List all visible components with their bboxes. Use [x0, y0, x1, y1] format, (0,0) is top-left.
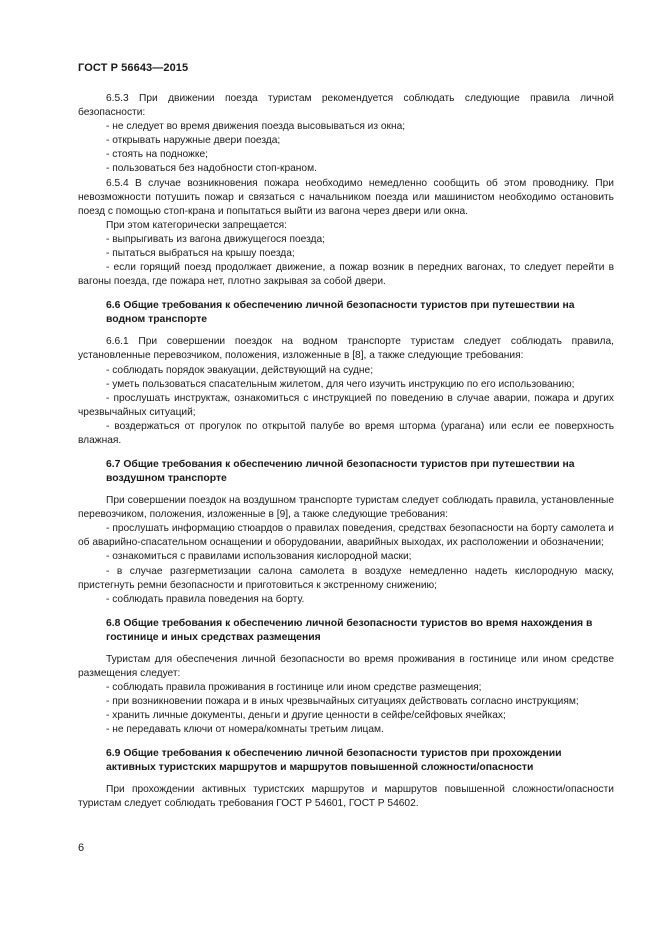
list-item: - не передавать ключи от номера/комнаты третьим лицам. [106, 724, 384, 736]
list-item: - воздержаться от прогулок по открытой палубе во время шторма (урагана) или если ее поверхность влажная. [78, 420, 614, 446]
section-heading: 6.6 Общие требования к обеспечению личной безопасности туристов при путешествии на водном транспорте [106, 300, 575, 326]
list-item: - ознакомиться с правилами использования кислородной маски; [106, 551, 412, 563]
list-item: - уметь пользоваться спасательным жилетом, для чего изучить инструкцию по его использованию; [106, 378, 575, 390]
paragraph: 6.6.1 При совершении поездок на водном транспорте туристам следует соблюдать правила, установленные перевозчиком, положения, изложенные в [8], а также следующие требования: [78, 336, 614, 362]
list-item: - пытаться выбраться на крышу поезда; [106, 248, 295, 260]
document-body [78, 92, 614, 812]
section-heading: 6.8 Общие требования к обеспечению личной безопасности туристов во время нахождения в гостинице и иных средствах размещения [106, 617, 593, 643]
paragraph: При этом категорически запрещается: [106, 219, 287, 231]
list-item: - открывать наружные двери поезда; [106, 135, 281, 147]
paragraph: При прохождении активных туристских маршрутов и маршрутов повышенной сложности/опасности туристам следует соблюдать требования ГОСТ Р 54601, ГОСТ Р 54602. [78, 784, 614, 810]
section-heading: 6.7 Общие требования к обеспечению личной безопасности туристов при путешествии на воздушном транспорте [106, 459, 575, 485]
page-number: 6 [78, 842, 85, 854]
document-header: ГОСТ Р 56643—2015 [78, 62, 189, 74]
list-item: - пользоваться без надобности стоп-краном. [106, 163, 317, 175]
list-item: - при возникновении пожара и в иных чрезвычайных ситуациях действовать согласно инструкциям; [106, 696, 579, 708]
list-item: - не следует во время движения поезда высовываться из окна; [106, 121, 406, 133]
paragraph: 6.5.3 При движении поезда туристам рекомендуется соблюдать следующие правила личной безопасности: [78, 93, 614, 119]
paragraph: Туристам для обеспечения личной безопасности во время проживания в гостинице или ином средстве размещения следует: [78, 653, 614, 679]
list-item: - прослушать информацию стюардов о правилах поведения, средствах безопасности на борту самолета и об аварийно-спасательном оснащении и оборудовании, аварийных выходах, их расположении и обозначении; [78, 523, 614, 549]
list-item: - выпрыгивать из вагона движущегося поезда; [106, 233, 325, 245]
list-item: - соблюдать порядок эвакуации, действующий на судне; [106, 364, 374, 376]
section-heading: 6.9 Общие требования к обеспечению личной безопасности туристов при прохождении активных туристских маршрутов и маршрутов повышенной сложности/опасности [106, 748, 562, 774]
list-item: - соблюдать правила проживания в гостинице или ином средстве размещения; [106, 682, 482, 693]
list-item: - стоять на подножке; [106, 149, 208, 161]
list-item: - если горящий поезд продолжает движение, а пожар возник в передних вагонах, то следует перейти в вагоны поезда, где пожара нет, плотно закрывая за собой двери. [78, 262, 614, 288]
list-item: - прослушать инструктаж, ознакомиться с инструкцией по поведению в случае аварии, пожара и других чрезвычайных ситуаций; [78, 392, 614, 418]
paragraph: При совершении поездок на воздушном транспорте туристам следует соблюдать правила, установленные перевозчиком, положения, изложенные в [9], а также следующие требования: [78, 495, 614, 521]
paragraph: 6.5.4 В случае возникновения пожара необходимо немедленно сообщить об этом проводнику. При невозможности потушить пожар и связаться с начальником поезда или машинистом необходимо остановить поезд с помощью стоп-крана и попытаться выйти из вагона через двери или окна. [78, 177, 614, 217]
list-item: - в случае разгерметизации салона самолета в воздухе немедленно надеть кислородную маску, пристегнуть ремни безопасности и приготовиться к экстренному снижению; [78, 565, 614, 591]
list-item: - соблюдать правила поведения на борту. [106, 593, 305, 605]
list-item: - хранить личные документы, деньги и другие ценности в сейфе/сейфовых ячейках; [106, 710, 506, 722]
